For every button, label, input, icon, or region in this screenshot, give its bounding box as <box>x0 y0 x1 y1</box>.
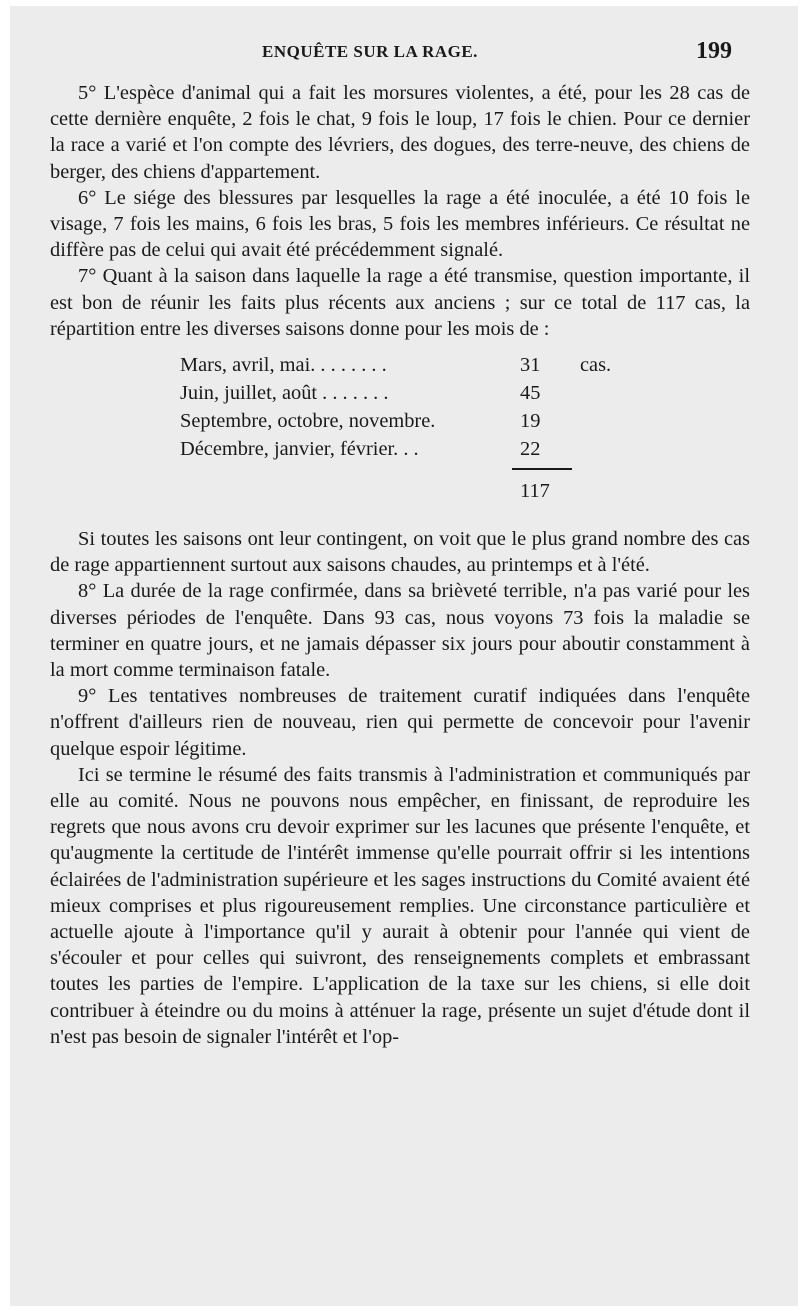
table-row <box>180 408 580 434</box>
season-total: 117 <box>520 480 550 503</box>
paragraph-season: 7° Quant à la saison dans laquelle la rage a été transmise, question importante, il est bon de réunir les faits plus récents aux anciens ; sur ce total de 117 cas, la répartition entre les diverses saisons donne pour les mois de : <box>50 265 750 340</box>
season-count: 31 <box>520 354 541 377</box>
season-label: Mars, avril, mai. . . . . . . . <box>180 354 387 377</box>
season-count: 22 <box>520 438 541 461</box>
table-row <box>180 436 580 462</box>
season-table <box>50 352 750 518</box>
paragraph-treatment: 9° Les tentatives nombreuses de traitement curatif indiquées dans l'enquête n'offrent d'ailleurs rien de nouveau, rien qui permette de concevoir pour l'avenir quelque espoir légitime. <box>50 685 750 760</box>
page-header <box>10 40 798 70</box>
paragraph-conclusion: Ici se termine le résumé des faits transmis à l'administration et communiqués par elle au comité. Nous ne pouvons nous empêcher, en finissant, de reproduire les regrets que nous avons cru devoir exprimer sur les lacunes que présente l'enquête, et qu'augmente la certitude de l'intérêt immense qu'elle pourrait offrir si les intentions éclairées de l'administration supérieure et les sages instructions du Comité avaient été mieux comprises et plus rigoureusement remplies. Une circonstance particulière et actuelle ajoute à l'importance qu'il y aurait à obtenir pour l'année qui vient de s'écouler et pour celles qui suivront, des renseignements complets et embrassant toutes les parties de l'empire. L'application de la taxe sur les chiens, si elle doit contribuer à éteindre ou du moins à atténuer la rage, présente un sujet d'étude dont il n'est pas besoin de signaler l'intérêt et l'op- <box>50 763 750 1048</box>
paragraph-warm-seasons: Si toutes les saisons ont leur contingent, on voit que le plus grand nombre des cas de rage appartiennent surtout aux saisons chaudes, au printemps et à l'été. <box>50 528 750 577</box>
season-label: Décembre, janvier, février. . . <box>180 438 419 461</box>
page-number: 199 <box>696 38 732 64</box>
book-page <box>10 6 798 1306</box>
paragraph-wound-site: 6° Le siége des blessures par lesquelles la rage a été inoculée, a été 10 fois le visage, 7 fois les mains, 6 fois les bras, 5 fois les membres inférieurs. Ce résultat ne diffère pas de celui qui avait été précédemment signalé. <box>50 186 750 262</box>
running-head: ENQUÊTE SUR LA RAGE. <box>262 42 478 61</box>
season-count: 19 <box>520 410 541 433</box>
season-label: Juin, juillet, août . . . . . . . <box>180 382 389 405</box>
table-row <box>180 352 611 378</box>
paragraph-animal-species: 5° L'espèce d'animal qui a fait les morsures violentes, a été, pour les 28 cas de cette dernière enquête, 2 fois le chat, 9 fois le loup, 17 fois le chien. Pour ce dernier la race a varié et l'on compte des lévriers, des dogues, des terre-neuve, des chiens de berger, des chiens d'appartement. <box>50 82 750 183</box>
body-text <box>50 80 750 1050</box>
season-count: 45 <box>520 382 541 405</box>
total-rule <box>512 468 572 470</box>
table-row <box>180 380 580 406</box>
paragraph-duration: 8° La durée de la rage confirmée, dans sa brièveté terrible, n'a pas varié pour les diverses périodes de l'enquête. Dans 93 cas, nous voyons 73 fois la maladie se terminer en quatre jours, et ne jamais dépasser six jours pour aboutir constamment à la mort comme terminaison fatale. <box>50 580 750 682</box>
count-unit: cas. <box>580 354 612 377</box>
season-label: Septembre, octobre, novembre. <box>180 410 436 433</box>
